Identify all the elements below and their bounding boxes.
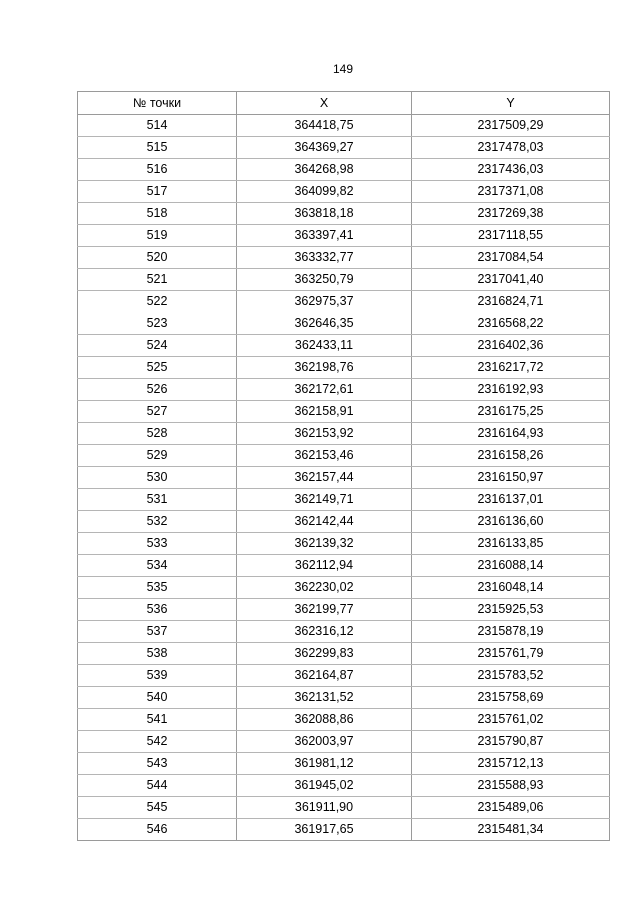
table-row — [78, 709, 610, 731]
cell-y: 2316824,71 — [412, 291, 610, 313]
cell-y: 2316164,93 — [412, 423, 610, 445]
cell-y: 2316048,14 — [412, 577, 610, 599]
cell-point-number: 544 — [78, 775, 237, 797]
table-body — [78, 115, 610, 841]
cell-y: 2315878,19 — [412, 621, 610, 643]
cell-y: 2315588,93 — [412, 775, 610, 797]
cell-y: 2316136,60 — [412, 511, 610, 533]
cell-y: 2317478,03 — [412, 137, 610, 159]
cell-y: 2315712,13 — [412, 753, 610, 775]
cell-x: 362646,35 — [237, 313, 412, 335]
cell-x: 362172,61 — [237, 379, 412, 401]
table-row — [78, 555, 610, 577]
cell-point-number: 534 — [78, 555, 237, 577]
cell-point-number: 535 — [78, 577, 237, 599]
table-row — [78, 445, 610, 467]
cell-point-number: 522 — [78, 291, 237, 313]
cell-x: 362153,92 — [237, 423, 412, 445]
table-row — [78, 335, 610, 357]
cell-x: 364369,27 — [237, 137, 412, 159]
cell-y: 2315489,06 — [412, 797, 610, 819]
cell-y: 2316192,93 — [412, 379, 610, 401]
cell-x: 363250,79 — [237, 269, 412, 291]
cell-y: 2317509,29 — [412, 115, 610, 137]
cell-x: 362198,76 — [237, 357, 412, 379]
cell-x: 362149,71 — [237, 489, 412, 511]
table-row — [78, 753, 610, 775]
cell-y: 2316150,97 — [412, 467, 610, 489]
cell-y: 2316137,01 — [412, 489, 610, 511]
cell-point-number: 521 — [78, 269, 237, 291]
cell-point-number: 519 — [78, 225, 237, 247]
cell-point-number: 532 — [78, 511, 237, 533]
cell-x: 364099,82 — [237, 181, 412, 203]
table-row — [78, 401, 610, 423]
cell-x: 362433,11 — [237, 335, 412, 357]
table-row — [78, 423, 610, 445]
header-point-number: № точки — [78, 92, 237, 115]
table-row — [78, 247, 610, 269]
cell-point-number: 530 — [78, 467, 237, 489]
cell-y: 2315758,69 — [412, 687, 610, 709]
table-row — [78, 599, 610, 621]
cell-x: 362157,44 — [237, 467, 412, 489]
cell-point-number: 525 — [78, 357, 237, 379]
cell-x: 364268,98 — [237, 159, 412, 181]
cell-point-number: 537 — [78, 621, 237, 643]
cell-x: 361981,12 — [237, 753, 412, 775]
table-row — [78, 467, 610, 489]
cell-x: 362088,86 — [237, 709, 412, 731]
table-row — [78, 533, 610, 555]
cell-point-number: 546 — [78, 819, 237, 841]
header-row — [78, 92, 610, 115]
cell-x: 361911,90 — [237, 797, 412, 819]
cell-x: 362003,97 — [237, 731, 412, 753]
cell-y: 2315481,34 — [412, 819, 610, 841]
cell-x: 362975,37 — [237, 291, 412, 313]
table-row — [78, 203, 610, 225]
cell-point-number: 536 — [78, 599, 237, 621]
table-row — [78, 159, 610, 181]
cell-point-number: 526 — [78, 379, 237, 401]
cell-point-number: 516 — [78, 159, 237, 181]
table-row — [78, 137, 610, 159]
cell-y: 2317371,08 — [412, 181, 610, 203]
cell-y: 2315783,52 — [412, 665, 610, 687]
table-row — [78, 511, 610, 533]
cell-x: 361917,65 — [237, 819, 412, 841]
cell-point-number: 539 — [78, 665, 237, 687]
table-row — [78, 797, 610, 819]
cell-y: 2316217,72 — [412, 357, 610, 379]
cell-x: 362142,44 — [237, 511, 412, 533]
cell-point-number: 541 — [78, 709, 237, 731]
table-header — [78, 92, 610, 115]
cell-y: 2317269,38 — [412, 203, 610, 225]
cell-point-number: 524 — [78, 335, 237, 357]
coordinates-table — [77, 91, 610, 841]
cell-point-number: 545 — [78, 797, 237, 819]
cell-point-number: 515 — [78, 137, 237, 159]
cell-x: 363818,18 — [237, 203, 412, 225]
cell-x: 362316,12 — [237, 621, 412, 643]
cell-point-number: 523 — [78, 313, 237, 335]
cell-point-number: 517 — [78, 181, 237, 203]
cell-point-number: 543 — [78, 753, 237, 775]
cell-x: 362199,77 — [237, 599, 412, 621]
cell-y: 2315761,02 — [412, 709, 610, 731]
header-y: Y — [412, 92, 610, 115]
cell-point-number: 533 — [78, 533, 237, 555]
cell-x: 362112,94 — [237, 555, 412, 577]
cell-point-number: 528 — [78, 423, 237, 445]
cell-y: 2317436,03 — [412, 159, 610, 181]
table-row — [78, 775, 610, 797]
table-row — [78, 313, 610, 335]
cell-point-number: 540 — [78, 687, 237, 709]
table-row — [78, 643, 610, 665]
cell-point-number: 518 — [78, 203, 237, 225]
cell-y: 2316402,36 — [412, 335, 610, 357]
table-row — [78, 687, 610, 709]
table-row — [78, 731, 610, 753]
page-number: 149 — [332, 62, 354, 76]
table-row — [78, 357, 610, 379]
cell-point-number: 529 — [78, 445, 237, 467]
cell-x: 363397,41 — [237, 225, 412, 247]
cell-y: 2316158,26 — [412, 445, 610, 467]
cell-y: 2316175,25 — [412, 401, 610, 423]
cell-y: 2315790,87 — [412, 731, 610, 753]
cell-point-number: 514 — [78, 115, 237, 137]
cell-point-number: 520 — [78, 247, 237, 269]
cell-y: 2315925,53 — [412, 599, 610, 621]
cell-point-number: 531 — [78, 489, 237, 511]
cell-x: 362153,46 — [237, 445, 412, 467]
cell-y: 2315761,79 — [412, 643, 610, 665]
cell-x: 364418,75 — [237, 115, 412, 137]
cell-y: 2317118,55 — [412, 225, 610, 247]
table-row — [78, 819, 610, 841]
table-row — [78, 577, 610, 599]
cell-x: 362230,02 — [237, 577, 412, 599]
cell-y: 2316568,22 — [412, 313, 610, 335]
table-row — [78, 665, 610, 687]
table-row — [78, 181, 610, 203]
header-x: X — [237, 92, 412, 115]
cell-x: 363332,77 — [237, 247, 412, 269]
table-row — [78, 115, 610, 137]
cell-point-number: 538 — [78, 643, 237, 665]
cell-x: 362158,91 — [237, 401, 412, 423]
table-row — [78, 225, 610, 247]
cell-x: 362299,83 — [237, 643, 412, 665]
cell-x: 362164,87 — [237, 665, 412, 687]
table-row — [78, 621, 610, 643]
cell-y: 2317041,40 — [412, 269, 610, 291]
cell-point-number: 527 — [78, 401, 237, 423]
table-row — [78, 269, 610, 291]
cell-y: 2316133,85 — [412, 533, 610, 555]
cell-x: 362139,32 — [237, 533, 412, 555]
cell-y: 2316088,14 — [412, 555, 610, 577]
cell-x: 361945,02 — [237, 775, 412, 797]
cell-x: 362131,52 — [237, 687, 412, 709]
cell-y: 2317084,54 — [412, 247, 610, 269]
table-row — [78, 489, 610, 511]
cell-point-number: 542 — [78, 731, 237, 753]
table-row — [78, 379, 610, 401]
table-row — [78, 291, 610, 313]
